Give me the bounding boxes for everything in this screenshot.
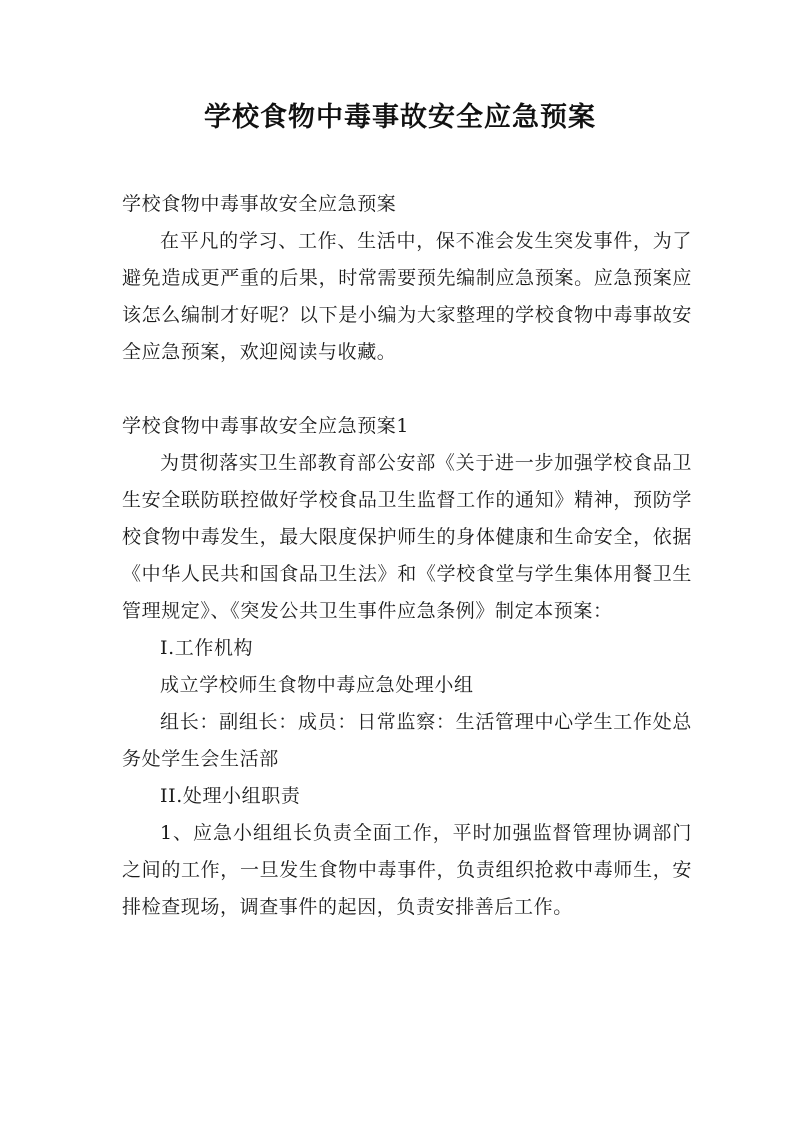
- paragraph-team-members: 组长：副组长：成员：日常监察：生活管理中心学生工作处总务处学生会生活部: [122, 711, 692, 770]
- document-title: 学校食物中毒事故安全应急预案: [204, 102, 596, 133]
- paragraph-intro: 在平凡的学习、工作、生活中，保不准会发生突发事件，为了避免造成更严重的后果，时常需要预先编制应急预案。应急预案应该怎么编制才好呢？以下是小编为大家整理的学校食物中毒事故安全应急预案，欢迎阅读与收藏。: [122, 230, 692, 363]
- paragraph-team-setup: 成立学校师生食物中毒应急处理小组: [160, 674, 474, 696]
- paragraph-purpose: 为贯彻落实卫生部教育部公安部《关于进一步加强学校食品卫生安全联防联控做好学校食品卫生监督工作的通知》精神，预防学校食物中毒发生，最大限度保护师生的身体健康和生命安全，依据《中华人民共和国食品卫生法》和《学校食堂与学生集体用餐卫生管理规定》、《突发公共卫生事件应急条例》制定本预案：: [122, 452, 692, 622]
- paragraph-heading-duties: II.处理小组职责: [160, 785, 301, 807]
- paragraph-subtitle: 学校食物中毒事故安全应急预案: [122, 193, 397, 215]
- document-body: [122, 186, 692, 926]
- paragraph-duty-1: 1、应急小组组长负责全面工作，平时加强监督管理协调部门之间的工作，一旦发生食物中毒事件，负责组织抢救中毒师生，安排检查现场，调查事件的起因，负责安排善后工作。: [122, 822, 692, 918]
- paragraph-section-heading: 学校食物中毒事故安全应急预案1: [122, 415, 410, 437]
- paragraph-heading-organization: I.工作机构: [160, 637, 254, 659]
